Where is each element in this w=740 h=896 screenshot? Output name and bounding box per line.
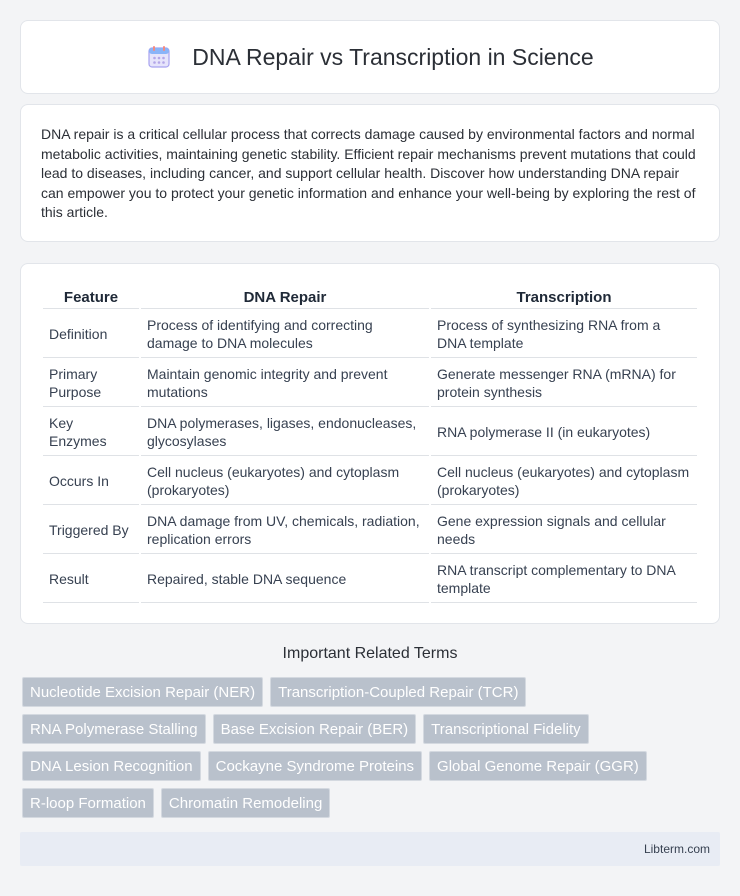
related-term-tag[interactable]: Base Excision Repair (BER): [213, 714, 417, 744]
related-term-tag[interactable]: RNA Polymerase Stalling: [22, 714, 206, 744]
transcription-cell: Process of synthesizing RNA from a DNA template: [431, 311, 697, 358]
tag-row: [22, 751, 722, 781]
dna-repair-cell: Process of identifying and correcting damage to DNA molecules: [141, 311, 429, 358]
feature-cell: Primary Purpose: [43, 360, 139, 407]
tag-row: [22, 788, 722, 818]
dna-repair-cell: Repaired, stable DNA sequence: [141, 556, 429, 603]
related-term-tag[interactable]: Chromatin Remodeling: [161, 788, 330, 818]
table-row: [43, 458, 697, 505]
feature-cell: Triggered By: [43, 507, 139, 554]
table-row: [43, 409, 697, 456]
header-feature: Feature: [43, 286, 139, 309]
transcription-cell: RNA transcript complementary to DNA template: [431, 556, 697, 603]
intro-card: [20, 104, 720, 242]
title-card: [20, 20, 720, 94]
header-transcription: Transcription: [431, 286, 697, 309]
table-row: [43, 311, 697, 358]
related-term-tag[interactable]: Cockayne Syndrome Proteins: [208, 751, 422, 781]
dna-repair-cell: DNA damage from UV, chemicals, radiation, replication errors: [141, 507, 429, 554]
dna-repair-cell: Cell nucleus (eukaryotes) and cytoplasm (prokaryotes): [141, 458, 429, 505]
intro-text: DNA repair is a critical cellular process that corrects damage caused by environmental factors and normal metabolic activities, maintaining genetic stability. Efficient repair mechanisms prevent mutations that could lead to diseases, including cancer, and support cellular health. Discover how understanding DNA repair can empower you to protect your genetic information and enhance your well-being by exploring the rest of this article.: [41, 126, 696, 221]
table-header-row: [43, 286, 697, 309]
tag-row: [22, 714, 722, 744]
feature-cell: Occurs In: [43, 458, 139, 505]
related-term-tag[interactable]: Transcription-Coupled Repair (TCR): [270, 677, 526, 707]
footer: [20, 832, 720, 866]
related-terms-list: [22, 677, 722, 825]
related-term-tag[interactable]: Global Genome Repair (GGR): [429, 751, 647, 781]
table-row: [43, 360, 697, 407]
comparison-card: [20, 263, 720, 624]
header-dna-repair: DNA Repair: [141, 286, 429, 309]
page-title: DNA Repair vs Transcription in Science: [192, 43, 594, 70]
feature-cell: Key Enzymes: [43, 409, 139, 456]
table-row: [43, 556, 697, 603]
calendar-icon: [146, 44, 172, 70]
transcription-cell: Gene expression signals and cellular needs: [431, 507, 697, 554]
transcription-cell: Cell nucleus (eukaryotes) and cytoplasm (prokaryotes): [431, 458, 697, 505]
footer-site-link[interactable]: Libterm.com: [643, 842, 710, 856]
related-term-tag[interactable]: R-loop Formation: [22, 788, 154, 818]
dna-repair-cell: Maintain genomic integrity and prevent mutations: [141, 360, 429, 407]
tag-row: [22, 677, 722, 707]
transcription-cell: Generate messenger RNA (mRNA) for protein synthesis: [431, 360, 697, 407]
related-term-tag[interactable]: DNA Lesion Recognition: [22, 751, 201, 781]
dna-repair-cell: DNA polymerases, ligases, endonucleases, glycosylases: [141, 409, 429, 456]
related-term-tag[interactable]: Nucleotide Excision Repair (NER): [22, 677, 263, 707]
related-terms-title: Important Related Terms: [282, 645, 458, 662]
related-term-tag[interactable]: Transcriptional Fidelity: [423, 714, 589, 744]
feature-cell: Result: [43, 556, 139, 603]
table-row: [43, 507, 697, 554]
feature-cell: Definition: [43, 311, 139, 358]
comparison-table: [41, 284, 699, 605]
transcription-cell: RNA polymerase II (in eukaryotes): [431, 409, 697, 456]
